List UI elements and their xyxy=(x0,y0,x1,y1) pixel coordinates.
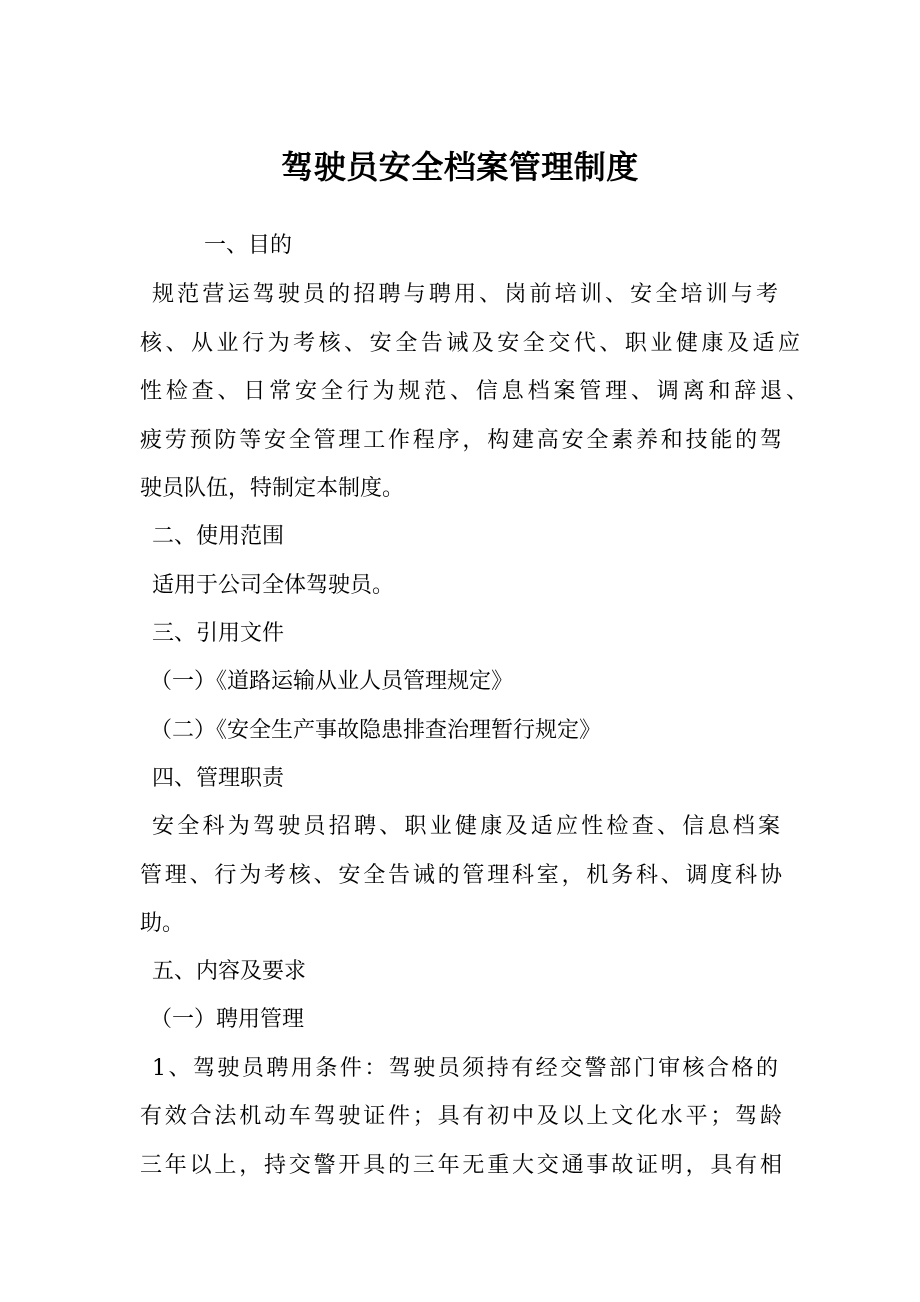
purpose-line-3: 性检查、日常安全行为规范、信息档案管理、调离和辞退、 xyxy=(140,379,808,404)
responsibilities-line-3: 助。 xyxy=(140,911,185,936)
section-heading-responsibilities: 四、管理职责 xyxy=(152,766,285,791)
purpose-line-2: 核、从业行为考核、安全告诫及安全交代、职业健康及适应 xyxy=(140,331,800,356)
responsibilities-line-1: 安全科为驾驶员招聘、职业健康及适应性检查、信息档案 xyxy=(152,814,780,839)
purpose-line-4: 疲劳预防等安全管理工作程序，构建高安全素养和技能的驾 xyxy=(140,428,782,453)
document-title: 驾驶员安全档案管理制度 xyxy=(281,148,639,186)
section-heading-scope: 二、使用范围 xyxy=(152,524,285,549)
section-heading-purpose: 一、目的 xyxy=(204,233,293,258)
content-line-3: 三年以上，持交警开具的三年无重大交通事故证明，具有相 xyxy=(140,1153,782,1178)
scope-text: 适用于公司全体驾驶员。 xyxy=(152,573,395,598)
section-heading-references: 三、引用文件 xyxy=(152,621,285,646)
subheading-employment: （一）聘用管理 xyxy=(150,1007,305,1032)
responsibilities-line-2: 管理、行为考核、安全告诫的管理科室，机务科、调度科协 xyxy=(140,863,782,888)
purpose-line-5: 驶员队伍，特制定本制度。 xyxy=(140,476,405,501)
section-heading-content: 五、内容及要求 xyxy=(152,959,307,984)
purpose-line-1: 规范营运驾驶员的招聘与聘用、岗前培训、安全培训与考 xyxy=(152,282,778,307)
content-line-1: 1、驾驶员聘用条件：驾驶员须持有经交警部门审核合格的 xyxy=(152,1056,778,1081)
reference-item-1: （一）《道路运输从业人员管理规定》 xyxy=(150,669,514,694)
content-line-2: 有效合法机动车驾驶证件；具有初中及以上文化水平；驾龄 xyxy=(140,1104,782,1129)
reference-item-2: （二）《安全生产事故隐患排查治理暂行规定》 xyxy=(150,718,602,743)
